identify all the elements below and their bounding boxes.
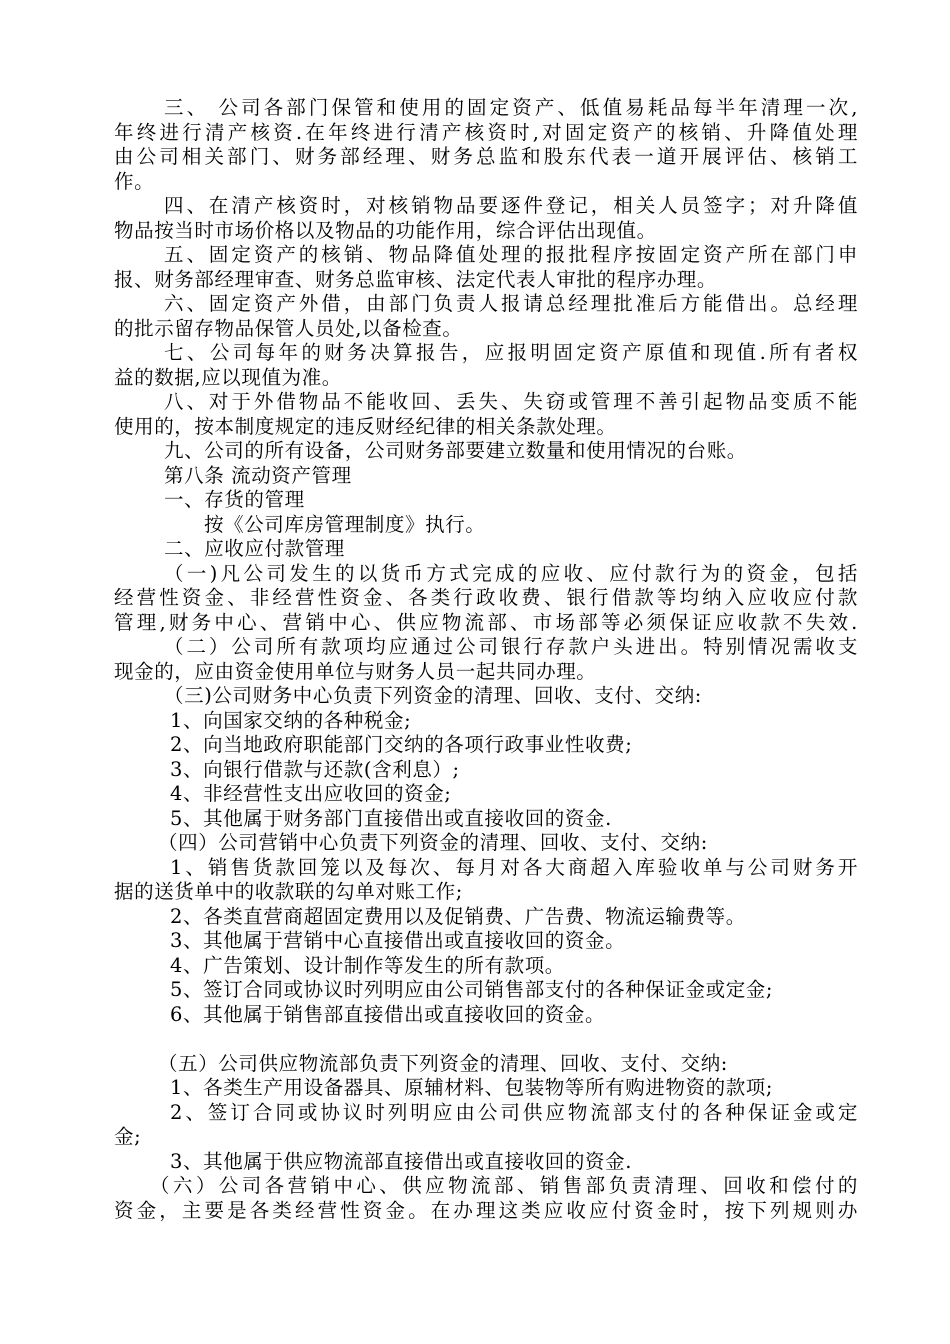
text-line: 四、在清产核资时，对核销物品要逐件登记，相关人员签字；对升降值 — [164, 194, 858, 217]
text-line: 由公司相关部门、财务部经理、财务总监和股东代表一道开展评估、核销工 — [114, 145, 858, 168]
text-line: 3、向银行借款与还款(含利息）; — [170, 757, 460, 781]
text-line: 经营性资金、非经营性资金、各类行政收费、银行借款等均纳入应收应付款 — [114, 586, 858, 609]
text-line: 作。 — [114, 169, 155, 193]
text-line: 4、广告策划、设计制作等发生的所有款项。 — [170, 953, 565, 977]
text-line: 1、销售货款回笼以及每次、每月对各大商超入库验收单与公司财务开 — [170, 855, 858, 879]
blank-line — [114, 1027, 858, 1052]
text-line: 现金的，应由资金使用单位与财务人员一起共同办理。 — [114, 659, 597, 683]
text-line: 报、财务部经理审查、财务总监审核、法定代表人审批的程序办理。 — [114, 267, 718, 291]
text-line: 5、签订合同或协议时列明应由公司销售部支付的各种保证金或定金; — [170, 978, 774, 1001]
text-line: 2、向当地政府职能部门交纳的各项行政事业性收费; — [170, 733, 633, 756]
text-line: 第八条 流动资产管理 — [164, 463, 352, 487]
text-line: 据的送货单中的收款联的勾单对账工作; — [114, 880, 463, 903]
text-line: 2、各类直营商超固定费用以及促销费、广告费、物流运输费等。 — [170, 904, 746, 928]
text-line: 的批示留存物品保管人员处,以备检查。 — [114, 316, 463, 340]
text-line: （五）公司供应物流部负责下列资金的清理、回收、支付、交纳: — [158, 1051, 728, 1075]
text-line: 九、公司的所有设备，公司财务部要建立数量和使用情况的台账。 — [164, 439, 747, 462]
text-line: 五、固定资产的核销、物品降值处理的报批程序按固定资产所在部门申 — [164, 243, 858, 266]
text-line: （六）公司各营销中心、供应物流部、销售部负责清理、回收和偿付的 — [150, 1174, 858, 1197]
text-line: （一)凡公司发生的以货币方式完成的应收、应付款行为的资金，包括 — [164, 561, 858, 585]
text-line: 3、其他属于营销中心直接借出或直接收回的资金。 — [170, 929, 626, 952]
text-line: 金; — [114, 1125, 142, 1148]
text-line: 一、存货的管理 — [164, 488, 305, 511]
text-line: （三)公司财务中心负责下列资金的清理、回收、支付、交纳: — [164, 684, 702, 707]
text-line: 六、固定资产外借，由部门负责人报请总经理批准后方能借出。总经理 — [164, 292, 858, 315]
text-line: 3、其他属于供应物流部直接借出或直接收回的资金. — [170, 1149, 633, 1173]
text-line: 管理,财务中心、营销中心、供应物流部、市场部等必须保证应收款不失效. — [114, 610, 858, 634]
text-line: 5、其他属于财务部门直接借出或直接收回的资金. — [170, 806, 612, 830]
text-line: 八、对于外借物品不能收回、丢失、失窃或管理不善引起物品变质不能 — [164, 390, 858, 413]
text-line: 物品按当时市场价格以及物品的功能作用，综合评估出现值。 — [114, 218, 657, 242]
text-line: 按《公司库房管理制度》执行。 — [204, 512, 486, 536]
text-line: （二）公司所有款项均应通过公司银行存款户头进出。特别情况需收支 — [164, 635, 858, 658]
text-line: 2、签订合同或协议时列明应由公司供应物流部支付的各种保证金或定 — [170, 1100, 858, 1124]
text-line: 1、向国家交纳的各种税金; — [170, 708, 412, 732]
text-line: 益的数据,应以现值为准。 — [114, 365, 342, 389]
text-line: 二、应收应付款管理 — [164, 537, 345, 560]
text-line: 七、公司每年的财务决算报告，应报明固定资产原值和现值.所有者权 — [164, 341, 858, 364]
text-line: 三、 公司各部门保管和使用的固定资产、低值易耗品每半年清理一次, — [164, 96, 858, 119]
text-line: （四）公司营销中心负责下列资金的清理、回收、支付、交纳: — [158, 831, 708, 854]
text-line: 4、非经营性支出应收回的资金; — [170, 782, 452, 805]
text-line: 年终进行清产核资.在年终进行清产核资时,对固定资产的核销、升降值处理 — [114, 120, 858, 144]
text-line: 6、其他属于销售部直接借出或直接收回的资金。 — [170, 1002, 606, 1026]
text-line: 资金，主要是各类经营性资金。在办理这类应收应付资金时，按下列规则办 — [114, 1198, 858, 1222]
text-line: 使用的，按本制度规定的违反财经纪律的相关条款处理。 — [114, 414, 617, 438]
text-line: 1、各类生产用设备器具、原辅材料、包装物等所有购进物资的款项; — [170, 1076, 774, 1099]
document-page — [114, 96, 858, 1223]
